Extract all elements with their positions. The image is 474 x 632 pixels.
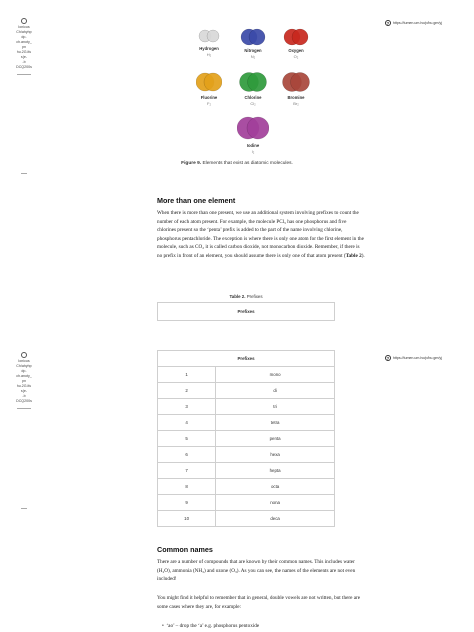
divider [17,74,31,75]
count-cell: 9 [158,495,216,511]
molecule-name: Fluorine [200,95,218,100]
count-cell: 5 [158,431,216,447]
bromine-molecule-icon [282,71,310,93]
molecule-name: Oxygen [288,48,304,53]
meta-line: ch.anoty_ [16,40,32,44]
divider [21,508,27,509]
meta-line: -b [22,394,26,398]
count-cell: 6 [158,447,216,463]
meta-line: s(e- [20,389,28,393]
count-cell: 3 [158,399,216,415]
molecule-nitrogen [233,28,273,59]
divider [17,408,31,409]
molecule-formula: O₂ [293,54,299,59]
molecule-formula: I₂ [251,149,255,154]
prefix-cell: deca [216,511,335,527]
prefix-table-partial [157,302,335,321]
meta-line: Ch/ahyhp [16,364,32,368]
meta-line: ch.anoty_ [16,374,32,378]
section-heading: More than one element [157,196,236,205]
prefix-cell: mono [216,367,335,383]
count-cell: 4 [158,415,216,431]
table-row [158,463,335,479]
count-cell: 7 [158,463,216,479]
prefix-cell: octa [216,479,335,495]
table-row [158,447,335,463]
oxygen-molecule-icon [283,28,309,46]
table-caption [157,294,335,299]
meta-line: pn [22,379,26,383]
molecule-formula: Cl₂ [250,101,256,106]
left-metadata-top [6,18,42,75]
prefix-cell: penta [216,431,335,447]
source-url[interactable]: https://lumen.um.ho/p/bu.gm/yj [392,21,442,25]
prefix-cell: tri [216,399,335,415]
molecule-formula: H₂ [206,52,212,57]
count-cell: 10 [158,511,216,527]
left-metadata-bottom [6,352,42,409]
meta-line: pn [22,45,26,49]
meta-line: s(e- [20,55,28,59]
list-item: • ‘ao’ – drop the ‘a’ e.g. phosphorus pentoxide [162,623,260,629]
prefix-cell: hepta [216,463,335,479]
meta-line: hu.2G.ifu [16,50,32,54]
body-paragraph: There are a number of compounds that are known by their common names. This includes water (H₂O), ammonia (NH₃) and ozone (O₃). As you can see, the names of the elements are not even included! [157,559,356,583]
molecule-oxygen [276,28,316,59]
chlorine-molecule-icon [239,71,267,93]
prefix-table [157,350,335,527]
count-cell: 8 [158,479,216,495]
meta-line: hu.2G.ifu [16,384,32,388]
source-link[interactable] [385,355,442,361]
nitrogen-molecule-icon [240,28,266,46]
meta-line: dp- [21,369,27,373]
table-caption-text: Prefixes [245,294,263,299]
molecule-name: Iodine [246,143,260,148]
table-row [158,431,335,447]
divider [21,173,27,174]
meta-line: DCQ200s [16,399,32,403]
list-item-text: ‘ao’ – drop the ‘a’ e.g. phosphorus pentoxide [166,623,260,629]
table-row [158,495,335,511]
molecule-formula: Br₂ [293,101,299,106]
globe-icon [21,18,27,24]
molecule-hydrogen [189,28,229,57]
source-link[interactable] [385,20,442,26]
globe-icon [21,352,27,358]
molecule-fluorine [189,71,229,106]
table-row [158,511,335,527]
iodine-molecule-icon [237,115,269,141]
meta-line: Ch/ahyhp [16,30,32,34]
figure-caption-text: Elements that exist as diatomic molecules. [201,161,293,166]
table-row [158,399,335,415]
prefix-cell: hexa [216,447,335,463]
molecule-name: Hydrogen [199,46,219,51]
source-url[interactable]: https://lumen.um.ho/p/bu.gm/yj [392,356,442,360]
molecule-formula: F₂ [207,101,211,106]
meta-line: Ionicus [18,25,30,29]
table-row [158,415,335,431]
table-label: Table 2. [229,294,246,299]
hydrogen-molecule-icon [198,28,220,44]
table-row [158,367,335,383]
meta-line: Ionicus [18,359,30,363]
paragraph-end: ). [361,252,365,259]
prefix-cell: nona [216,495,335,511]
body-paragraph [157,209,365,261]
table-row [158,479,335,495]
table-header: Prefixes [158,351,335,367]
prefix-cell: di [216,383,335,399]
molecule-name: Chlorine [244,95,262,100]
count-cell: 1 [158,367,216,383]
table-row [158,383,335,399]
figure-label: Figure 9. [181,161,202,166]
section-heading: Common names [157,545,213,554]
molecule-bromine [276,71,316,106]
table-header: Prefixes [158,303,335,321]
count-cell: 2 [158,383,216,399]
figure-caption [150,161,324,166]
meta-line: -b [22,60,26,64]
table-reference-link[interactable]: Table 2 [345,252,362,259]
molecule-iodine [233,115,273,154]
molecule-formula: N₂ [250,54,256,59]
molecule-name: Nitrogen [244,48,262,53]
help-icon: ? [386,356,390,361]
molecule-chlorine [233,71,273,106]
fluorine-molecule-icon [196,71,222,93]
prefix-cell: tetra [216,415,335,431]
body-paragraph: You might find it helpful to remember that in general, double vowels are not written, but there are some cases where they are, for example: [157,595,361,610]
molecule-name: Bromine [287,95,305,100]
paragraph-text: When there is more than one present, we use an additional system involving prefixes to count the number of each atom present. For example, the molecule PCl₅ has one phosphorus and five chlorines present so the ‘penta’ prefix is added to the part of the name involving chlorine, phosphorus pentachloride. The exception is where there is only one atom for the first element in the molecule, such as CO₂ it is called carbon dioxide, not monocarbon dioxide. Remember, if there is no prefix in front of an element, you should assume there is only one of that atom present ( [157,210,364,259]
meta-line: DCQ200s [16,65,32,69]
help-icon: ? [386,21,390,26]
meta-line: dp- [21,35,27,39]
